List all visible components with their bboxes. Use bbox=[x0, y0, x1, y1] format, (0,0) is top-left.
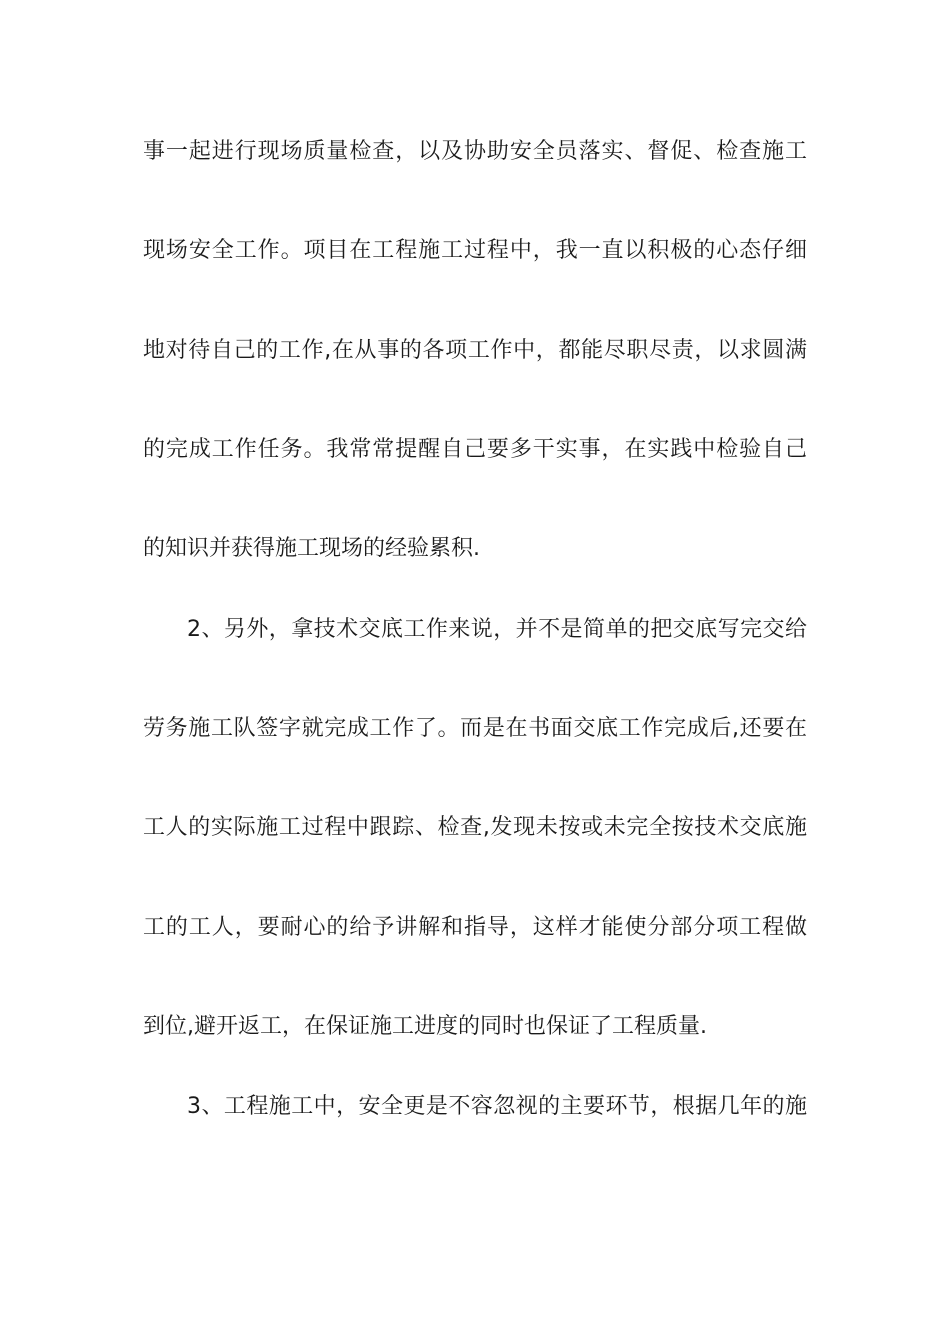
text-line-4: 的完成工作任务。我常常提醒自己要多干实事，在实践中检验自己 bbox=[143, 437, 807, 462]
paragraph-3-line-1: 3、工程施工中，安全更是不容忽视的主要环节，根据几年的施 bbox=[187, 1094, 807, 1119]
paragraph-2-line-1: 2、另外，拿技术交底工作来说，并不是简单的把交底写完交给 bbox=[187, 617, 807, 642]
text-line-5: 的知识并获得施工现场的经验累积. bbox=[143, 536, 480, 561]
text-line-2: 现场安全工作。项目在工程施工过程中，我一直以积极的心态仔细 bbox=[143, 238, 807, 263]
text-line-9: 工的工人，要耐心的给予讲解和指导，这样才能使分部分项工程做 bbox=[143, 915, 807, 940]
text-line-1: 事一起进行现场质量检查，以及协助安全员落实、督促、检查施工 bbox=[143, 139, 807, 164]
text-line-10: 到位,避开返工，在保证施工进度的同时也保证了工程质量. bbox=[143, 1014, 707, 1039]
text-line-8: 工人的实际施工过程中跟踪、检查,发现未按或未完全按技术交底施 bbox=[143, 815, 807, 840]
text-line-3: 地对待自己的工作,在从事的各项工作中，都能尽职尽责，以求圆满 bbox=[143, 338, 807, 363]
text-line-7: 劳务施工队签字就完成工作了。而是在书面交底工作完成后,还要在 bbox=[143, 716, 807, 741]
